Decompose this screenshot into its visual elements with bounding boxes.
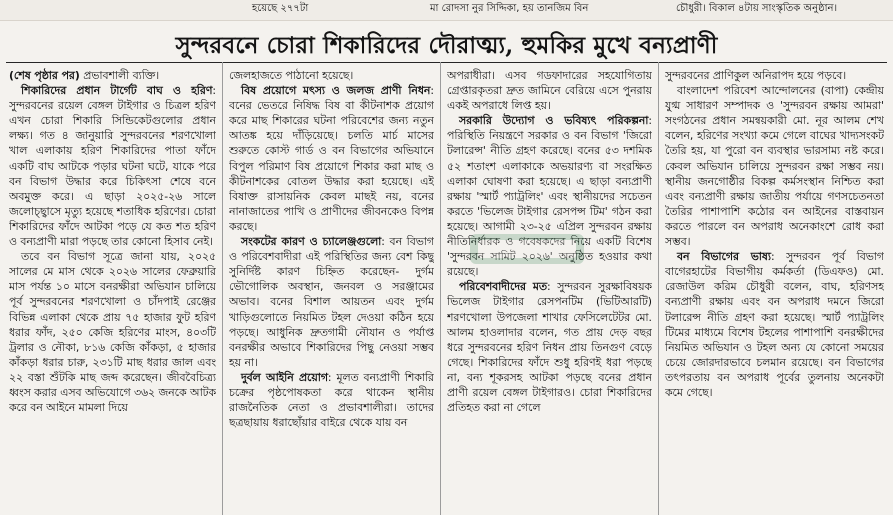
previous-article-strip bbox=[0, 0, 893, 21]
col2-paragraph-2 bbox=[229, 83, 434, 234]
strip-text-center: মা রোদসা নুর সিদ্দিকা, হয় তানজিম বিন bbox=[430, 3, 589, 14]
article-headline: সুন্দরবনে চোরা শিকারিদের দৌরাত্ম্য, হুমকির মুখে বন্যপ্রাণী bbox=[175, 32, 718, 59]
col1-paragraph-2 bbox=[9, 83, 216, 249]
headline-container bbox=[0, 31, 893, 61]
col1-paragraph-3: তবে বন বিভাগ সূত্রে জানা যায়, ২০২৫ সালের মে মাস থেকে ২০২৬ সালের ফেব্রুয়ারি মাস পর্যন্ত ১০ মাসে বনরক্ষীরা অভিযান চালিয়ে পূর্ব সুন্দরবনের শরণখোলা ও চাঁদপাই রেঞ্জের বিভিন্ন এলাকা থেকে প্রায় ৭৫ হাজার ফুট হরিণ ধরার ফাঁদ, ২৫০ কেজি হরিণের মাংস, ৪০৩টি ট্রলার ও নৌকা, ৮১৬ কেজি কাঁকড়া, ৫ হাজার কাঁকড়া ধরার চারু, ২৩১টি মাছ ধরার জাল এবং ২২ বস্তা শুঁটকি মাছ জব্দ করেছেন। জীববৈচিত্র্য ধ্বংস করার এসব অভিযোগে ৩৬২ জনকে আটক করে বন আইনে মামলা দিয়ে bbox=[9, 250, 216, 415]
col2-paragraph-3 bbox=[229, 234, 434, 370]
col2-text-3: : বন বিভাগ ও পরিবেশবাদীরা এই পরিস্থিতির জন্য বেশ কিছু সুনির্দিষ্ট কারণ চিহ্নিত করেছেন- দুর্গম ভৌগোলিক অবস্থান, জনবল ও সরঞ্জামের অভাব। বনের বিশাল আয়তন এবং দুর্গম খাড়িগুলোতে নিয়মিত টহল দেওয়া কঠিন হয়ে পড়ছে। আধুনিক দ্রুতগামী নৌযান ও পর্যাপ্ত বনরক্ষীর অভাবে শিকারিদের পিছু নেওয়া সম্ভব হয় না। bbox=[229, 235, 434, 369]
col4-text-3: : সুন্দরবন পূর্ব বিভাগ বাগেরহাটের বিভাগীয় কর্মকর্তা (ডিএফও) মো. রেজাউল করিম চৌধুরী বলেন, বাঘ, হরিণসহ বন্যপ্রাণী রক্ষায় এবং বন অপরাধ দমনে জিরো টলারেন্স নীতি গ্রহণ করা হয়েছে। স্মার্ট প্যাট্রলিং টিমের মাধ্যমে বিশেষ টহলের পাশাপাশি বনরক্ষীদের নিয়মিত অভিযান ও টহল অন্য যে কোনো সময়ের চেয়ে জোরদারভাবে চলমান রয়েছে। বন বিভাগের তৎপরতায় বন অপরাধ পূর্বের তুলনায় অনেকটা কমে গেছে। bbox=[665, 250, 884, 399]
subheading-crisis-causes: সংকটের কারণ ও চ্যালেঞ্জগুলো bbox=[241, 235, 382, 249]
col4-paragraph-3 bbox=[665, 249, 884, 400]
col1-text-2: : সুন্দরবনের রয়েল বেঙ্গল টাইগার ও চিত্রল হরিণ এখন চোরা শিকারি সিন্ডিকেটগুলোর প্রধান লক্ষ্য। গত ৪ জানুয়ারি সুন্দরবনের শরণখোলা খাল এলাকায় হরিণ শিকারিদের পাতা ফাঁদে একটি বাঘ আটকে পড়ার ঘটনা ঘটে, যাকে পরে বন বিভাগ উদ্ধার করে চিকিৎসা শেষে বনে অবমুক্ত করে। এ ছাড়া ২০২৫-২৬ সালে জলোচ্ছ্বাসে মৃত্যু হয়েছে শতাধিক হরিণের। চোরা শিকারিদের ফাঁদে আটকা পড়ে যে কত শত হরিণ ও বন্যপ্রাণী মারা পড়ছে তার কোনো হিসাব নেই। bbox=[9, 84, 216, 249]
article-column-3 bbox=[447, 68, 652, 515]
headline-rule bbox=[6, 62, 887, 63]
col3-paragraph-1: অপরাধীরা। এসব গডফাদারের সহযোগিতায় গ্রেপ্তারকৃতরা দ্রুত জামিনে বেরিয়ে এসে পুনরায় একই অপরাধে লিপ্ত হয়। bbox=[447, 69, 652, 113]
col2-text-2: : বনের ভেতরে নিষিদ্ধ বিষ বা কীটনাশক প্রয়োগ করে মাছ শিকারের ঘটনা পরিবেশের জন্য নতুন আতঙ্ক হয়ে দাঁড়িয়েছে। চলতি মার্চ মাসের শুরুতে কোস্ট গার্ড ও বন বিভাগের অভিযানে বিপুল পরিমাণ বিষ প্রয়োগে শিকার করা মাছ ও কীটনাশকের বোতল উদ্ধার করা হয়েছে। এই বিষাক্ত রাসায়নিক কেবল মাছই নয়, বনের নানাজাতের পাখি ও প্রাণীদের জীবনকেও বিপন্ন করছে। bbox=[229, 84, 434, 233]
col1-paragraph-1 bbox=[9, 68, 216, 83]
col2-paragraph-4 bbox=[229, 370, 434, 430]
col4-paragraph-2: বাংলাদেশ পরিবেশ আন্দোলনের (বাপা) কেন্দ্রীয় যুগ্ম সাধারণ সম্পাদক ও 'সুন্দরবন রক্ষায় আমরা' সংগঠনের প্রধান সমন্বয়কারী মো. নূর আলম শেখ বলেন, হরিণের সংখ্যা কমে গেলে বাঘের খাদ্যসংকট তৈরি হয়, যা পুরো বন ব্যবস্থার ভারসাম্য নষ্ট করে। কেবল অভিযান চালিয়ে সুন্দরবন রক্ষা সম্ভব নয়। স্থানীয় জনগোষ্ঠীর বিকল্প কর্মসংস্থান নিশ্চিত করা এবং বন্যপ্রাণী রক্ষায় জাতীয় পর্যায়ে গণসচেতনতা তৈরির পাশাপাশি কঠোর বন আইনের বাস্তবায়ন করতে পারলে বন অপরাধ অনেকাংশে রোধ করা সম্ভব। bbox=[665, 84, 884, 249]
column-divider-1 bbox=[222, 62, 223, 515]
subheading-weak-law: দুর্বল আইনি প্রয়োগ bbox=[241, 370, 328, 384]
subheading-forest-dept: বন বিভাগের ভাষ্য bbox=[677, 250, 771, 264]
col2-paragraph-1: জেলহাজতে পাঠানো হয়েছে। bbox=[229, 69, 354, 82]
col3-text-2: : পরিস্থিতি নিয়ন্ত্রণে সরকার ও বন বিভাগ 'জিরো টলারেন্স' নীতি গ্রহণ করেছে। বনের ৫৩ দশমিক ৫২ শতাংশ এলাকাকে অভয়ারণ্য বা সংরক্ষিত এলাকা ঘোষণা করা হয়েছে। এ ছাড়া বন্যপ্রাণী রক্ষায় 'স্মার্ট প্যাট্রলিং' এবং স্থানীয়দের সচেতন করতে 'ভিলেজ টাইগার রেসপন্স টিম' গঠন করা হয়েছে। আগামী ২৩-২৫ এপ্রিল সুন্দরবন রক্ষায় নীতিনির্ধারক ও গবেষকদের নিয়ে একটি বিশেষ 'সুন্দরবন সামিট ২০২৬' অনুষ্ঠিত হওয়ার কথা রয়েছে। bbox=[447, 114, 652, 279]
article-column-1 bbox=[9, 68, 216, 515]
subheading-govt-initiative: সরকারি উদ্যোগ ও ভবিষ্যৎ পরিকল্পনা bbox=[459, 114, 649, 128]
col1-text-1: প্রভাবশালী ব্যক্তি। bbox=[83, 69, 160, 82]
col3-text-3: : সুন্দরবন সুরক্ষাবিষয়ক ভিলেজ টাইগার রেসপনটিম (ভিটিআরটি) শরণখোলা উপজেলা শাখার ফেসিলেটেটর মো. আলম হাওলাদার বলেন, গত প্রায় দেড় বছর ধরে সুন্দরবনের হরিণ নিধন প্রায় তিনগুণ বেড়ে গেছে। শিকারিদের ফাঁদে শুধু হরিণই ধরা পড়ছে না, বন্য শূকরসহ আটকা পড়ছে বনের প্রধান প্রাণী রয়েল বেঙ্গল টাইগারও। চোরা শিকারিদের প্রতিহত করা না গেলে bbox=[447, 280, 652, 415]
strip-text-left: হয়েছে ২৭৭টা bbox=[252, 3, 309, 14]
col4-paragraph-1: সুন্দরবনের প্রাণিকুল অনিরাপদ হয়ে পড়বে। bbox=[665, 69, 847, 82]
subheading-poison: বিষ প্রয়োগে মৎস্য ও জলজ প্রাণী নিধন bbox=[241, 84, 431, 98]
article-column-4 bbox=[665, 68, 884, 515]
subheading-hunters-target: শিকারিদের প্রধান টার্গেট বাঘ ও হরিণ bbox=[21, 84, 213, 98]
subheading-environmentalists: পরিবেশবাদীদের মত bbox=[459, 280, 547, 294]
article-column-2 bbox=[229, 68, 434, 515]
column-divider-3 bbox=[658, 62, 659, 515]
col3-paragraph-2 bbox=[447, 113, 652, 279]
column-divider-2 bbox=[440, 62, 441, 515]
col3-paragraph-3 bbox=[447, 279, 652, 415]
col2-text-4: : মূলত বন্যপ্রাণী শিকারি চক্রের পৃষ্ঠপোষকতা করে থাকেন স্থানীয় রাজনৈতিক নেতা ও প্রভাবশালীরা। তাদের ছত্রছায়ায় ধরাছোঁয়ার বাইরে থেকে যায় বন bbox=[229, 370, 434, 430]
continuation-label: (শেষ পৃষ্ঠার পর) bbox=[9, 69, 80, 82]
strip-text-right: চৌধুরী। বিকাল ৪টায় সাংস্কৃতিক অনুষ্ঠান। bbox=[676, 3, 838, 14]
